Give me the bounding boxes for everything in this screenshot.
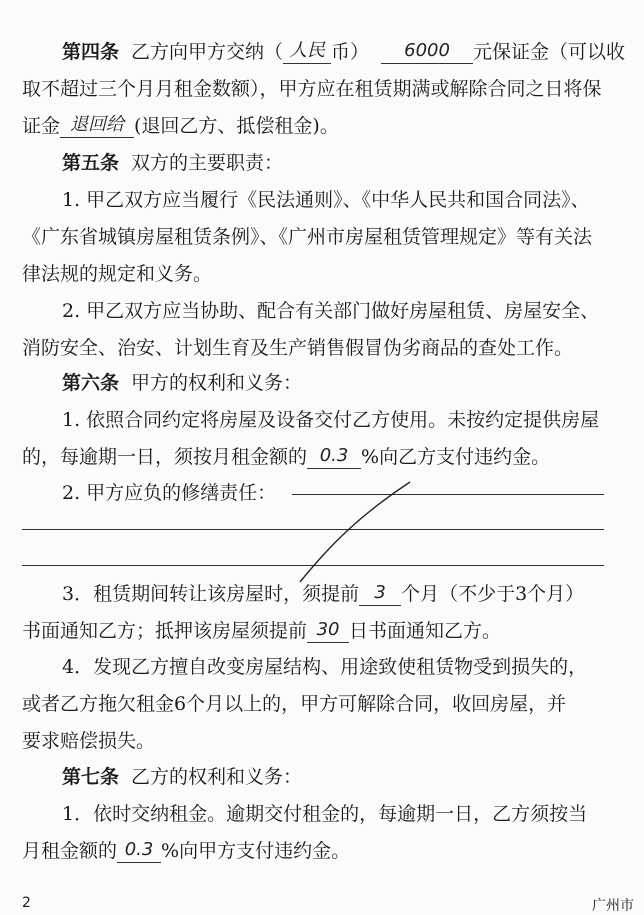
art4-heading: 第四条: [62, 41, 120, 63]
art7-title: 乙方的权利和义务：: [131, 766, 303, 788]
art6-heading-line: [62, 368, 644, 398]
art5-title: 双方的主要职责：: [131, 152, 284, 174]
art7-text-a: 月租金额的: [22, 840, 118, 862]
art6-text-a: 的，每逾期一日，须按月租金额的: [22, 446, 308, 468]
art5-p1-line1: 1. 甲乙双方应当履行《民法通则》、《中华人民共和国合同法》、: [62, 189, 590, 211]
art4-text1: 乙方向甲方交纳（: [131, 41, 284, 63]
art5-p2-line2: 消防安全、治安、计划生育及生产销售假冒伪劣商品的查处工作。: [22, 337, 574, 359]
tenant-penalty-rate-blank: [117, 838, 161, 863]
mortgage-notice-days-handwriting: 30: [316, 619, 340, 640]
repair-duty-blank-2: [22, 529, 604, 530]
mortgage-notice-days-blank: [307, 618, 349, 643]
art4-line1: [62, 37, 644, 67]
currency-handwriting: 人民: [289, 40, 326, 61]
art4-text2: 币）: [331, 41, 370, 63]
repair-duty-blank-3: [22, 565, 604, 566]
art7-heading: 第七条: [62, 766, 120, 788]
repair-duty-blank-1: [292, 494, 604, 495]
art4-text4: 证金: [22, 115, 61, 137]
repair-duty-label: 2. 甲方应负的修缮责任：: [62, 482, 277, 504]
art4-line2: 取不超过三个月月租金数额），甲方应在租赁期满或解除合同之日将保: [22, 78, 602, 100]
art6-p1-line2: [22, 442, 626, 472]
art6-p3-text-d: 日书面通知乙方。: [349, 620, 502, 642]
refund-blank: [60, 113, 134, 138]
art6-p4-line3: 要求赔偿损失。: [22, 730, 156, 752]
transfer-notice-months-handwriting: 3: [374, 582, 386, 603]
tenant-penalty-rate-handwriting: 0.3: [124, 839, 154, 860]
art6-p3-line1: [62, 579, 644, 609]
deposit-amount-blank: [381, 39, 473, 64]
refund-handwriting: 退回给: [70, 114, 125, 135]
art6-p2-line: [62, 478, 644, 508]
art6-p4-line2: 或者乙方拖欠租金6个月以上的，甲方可解除合同，收回房屋，并: [22, 693, 567, 715]
art6-text-b: %向乙方支付违约金。: [361, 446, 551, 468]
deposit-amount-handwriting: 6000: [404, 40, 450, 61]
art6-p4-line1: 4．发现乙方擅自改变房屋结构、用途致使租赁物受到损失的，: [62, 656, 588, 678]
art5-p1-line2: 《广东省城镇房屋租赁条例》、《广州市房屋租赁管理规定》等有关法: [22, 226, 593, 248]
art6-p1-line1: 1. 依照合同约定将房屋及设备交付乙方使用。未按约定提供房屋: [62, 409, 600, 431]
art7-p1-line2: [22, 836, 626, 866]
art6-title: 甲方的权利和义务：: [131, 372, 303, 394]
art4-line3: [22, 111, 626, 141]
footer-publisher: 广州市: [592, 898, 634, 914]
art4-text5: (退回乙方、抵偿租金)。: [134, 115, 339, 137]
art7-heading-line: [62, 762, 644, 792]
transfer-notice-months-blank: [359, 581, 401, 606]
art4-text3: 元保证金（可以收: [473, 41, 626, 63]
art6-p3-text-c: 书面通知乙方；抵押该房屋须提前: [22, 620, 308, 642]
art5-heading: 第五条: [62, 152, 120, 174]
currency-blank: [283, 39, 331, 64]
art5-p1-line3: 律法规的规定和义务。: [22, 263, 213, 285]
art7-p1-line1: 1．依时交纳租金。逾期交付租金的，每逾期一日，乙方须按当: [62, 803, 588, 825]
landlord-penalty-rate-handwriting: 0.3: [319, 445, 349, 466]
art6-heading: 第六条: [62, 372, 120, 394]
page-number: 2: [22, 895, 31, 911]
art6-p3-text-a: 3．租赁期间转让该房屋时，须提前: [62, 583, 360, 605]
art6-p3-text-b: 个月（不少于3个月）: [401, 583, 585, 605]
art5-heading-line: [62, 148, 644, 178]
landlord-penalty-rate-blank: [307, 444, 361, 469]
art5-p2-line1: 2. 甲乙双方应当协助、配合有关部门做好房屋租赁、房屋安全、: [62, 300, 600, 322]
art6-p3-line2: [22, 616, 626, 646]
art7-text-b: %向甲方支付违约金。: [161, 840, 351, 862]
